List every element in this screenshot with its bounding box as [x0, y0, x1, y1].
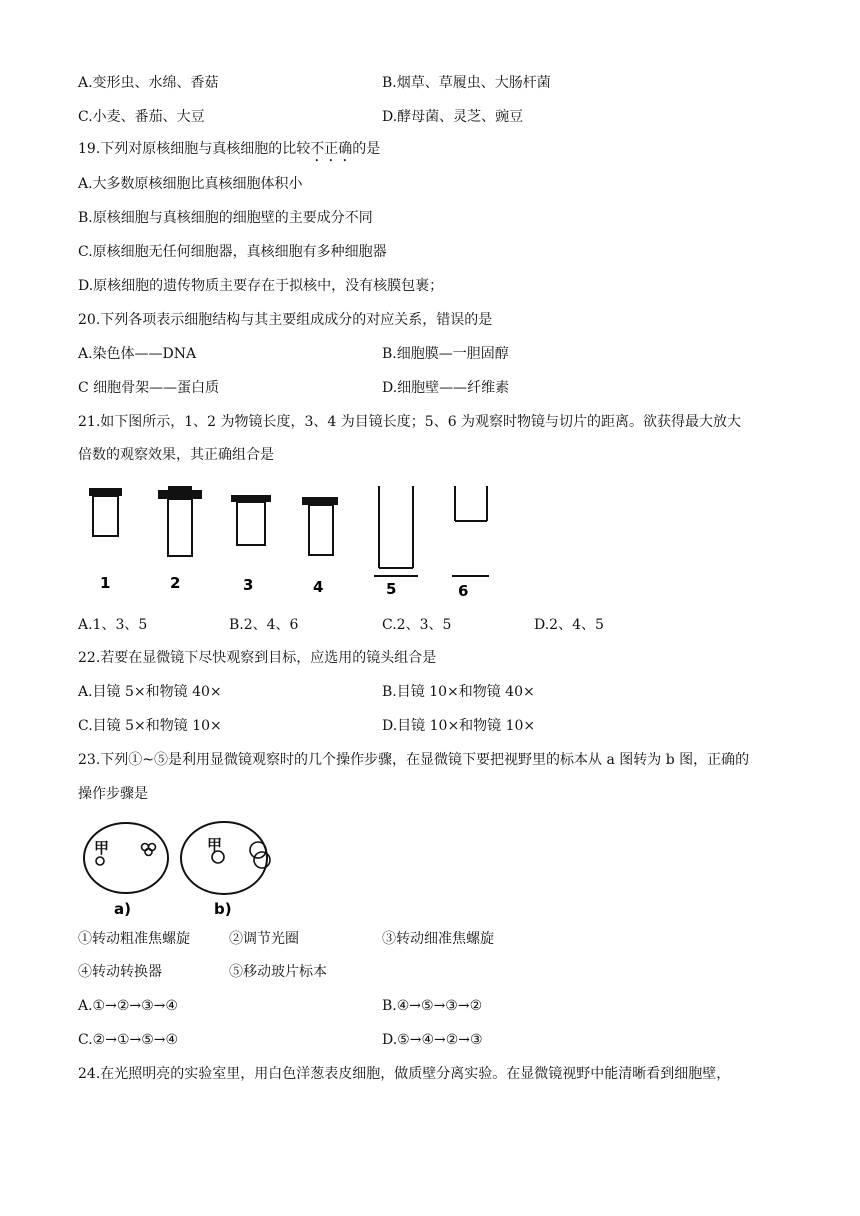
working-distance-6 — [452, 486, 489, 576]
q21-lens-figure — [78, 478, 518, 608]
q18-option-c: C.小麦、番茄、大豆 — [78, 109, 205, 125]
q23-step-3: ③转动细准焦螺旋 — [382, 931, 494, 947]
field-label-b: b) — [214, 900, 232, 918]
q18-option-d: D.酵母菌、灵芝、豌豆 — [382, 109, 524, 125]
q20-option-d: D.细胞壁——纤维素 — [382, 380, 510, 396]
q23-field-of-view-figure — [78, 816, 278, 920]
field-of-view-a — [84, 823, 168, 918]
figure-label-3: 3 — [243, 576, 254, 594]
q24-stem-line1: 24.在光照明亮的实验室里，用白色洋葱表皮细胞，做质壁分离实验。在显微镜视野中能清晰看到细胞壁， — [78, 1066, 731, 1082]
q23-stem-line2: 操作步骤是 — [78, 786, 148, 802]
objective-lens-2 — [158, 486, 202, 556]
q23-step-1: ①转动粗准焦螺旋 — [78, 931, 190, 947]
q23-option-c: C.②→①→⑤→④ — [78, 1032, 179, 1048]
figure-label-1: 1 — [100, 574, 111, 592]
q23-step-2: ②调节光圈 — [229, 931, 299, 947]
objective-lens-1 — [89, 488, 122, 536]
q19-stem-before: 19.下列对原核细胞与真核细胞的比较 — [78, 141, 311, 157]
q21-option-d: D.2、4、5 — [534, 617, 604, 633]
q23-step-4: ④转动转换器 — [78, 964, 162, 980]
figure-label-6: 6 — [458, 582, 469, 600]
figure-label-5: 5 — [386, 580, 397, 598]
q21-stem-line2: 倍数的观察效果，其正确组合是 — [78, 447, 274, 463]
q23-step-5: ⑤移动玻片标本 — [229, 964, 327, 980]
q22-stem: 22.若要在显微镜下尽快观察到目标，应选用的镜头组合是 — [78, 650, 437, 666]
field-label-a: a) — [114, 900, 131, 918]
q19-stem-emphasis: 不正确 — [310, 141, 353, 157]
q22-option-a: A.目镜 5×和物镜 40× — [78, 684, 222, 700]
figure-label-4: 4 — [313, 578, 324, 596]
q19-stem — [78, 139, 380, 165]
figure-label-2: 2 — [170, 574, 181, 592]
q20-option-c: C 细胞骨架——蛋白质 — [78, 380, 220, 396]
eyepiece-lens-3 — [231, 495, 271, 545]
q20-stem: 20.下列各项表示细胞结构与其主要组成成分的对应关系，错误的是 — [78, 312, 493, 328]
q23-option-b: B.④→⑤→③→② — [382, 998, 483, 1014]
q19-option-c: C.原核细胞无任何细胞器，真核细胞有多种细胞器 — [78, 244, 387, 260]
q18-option-b: B.烟草、草履虫、大肠杆菌 — [382, 75, 551, 91]
q23-stem-line1: 23.下列①~⑤是利用显微镜观察时的几个操作步骤，在显微镜下要把视野里的标本从 a 图转为 b 图，正确的 — [78, 752, 750, 768]
q23-option-d: D.⑤→④→②→③ — [382, 1032, 483, 1048]
q19-option-b: B.原核细胞与真核细胞的细胞壁的主要成分不同 — [78, 210, 373, 226]
q19-stem-after: 的是 — [352, 141, 381, 157]
specimen-mark-b: 甲 — [207, 836, 223, 854]
q21-option-a: A.1、3、5 — [78, 617, 148, 633]
q20-option-b: B.细胞膜—一胆固醇 — [382, 346, 509, 362]
q19-option-d: D.原核细胞的遗传物质主要存在于拟核中，没有核膜包裹； — [78, 278, 444, 294]
working-distance-5 — [374, 486, 418, 576]
field-of-view-b — [181, 822, 270, 918]
q21-option-b: B.2、4、6 — [229, 617, 299, 633]
q23-option-a: A.①→②→③→④ — [78, 998, 178, 1014]
specimen-mark-a: 甲 — [94, 839, 110, 857]
q19-option-a: A.大多数原核细胞比真核细胞体积小 — [78, 176, 303, 192]
q18-option-a: A.变形虫、水绵、香菇 — [78, 75, 219, 91]
q22-option-b: B.目镜 10×和物镜 40× — [382, 684, 535, 700]
eyepiece-lens-4 — [302, 497, 338, 555]
q22-option-d: D.目镜 10×和物镜 10× — [382, 718, 536, 734]
q22-option-c: C.目镜 5×和物镜 10× — [78, 718, 222, 734]
specimen-cell-a — [96, 857, 104, 865]
q21-stem-line1: 21.如下图所示，1、2 为物镜长度，3、4 为目镜长度；5、6 为观察时物镜与切片的距离。欲获得最大放大 — [78, 414, 742, 430]
q21-option-c: C.2、3、5 — [382, 617, 452, 633]
q20-option-a: A.染色体——DNA — [78, 346, 197, 362]
